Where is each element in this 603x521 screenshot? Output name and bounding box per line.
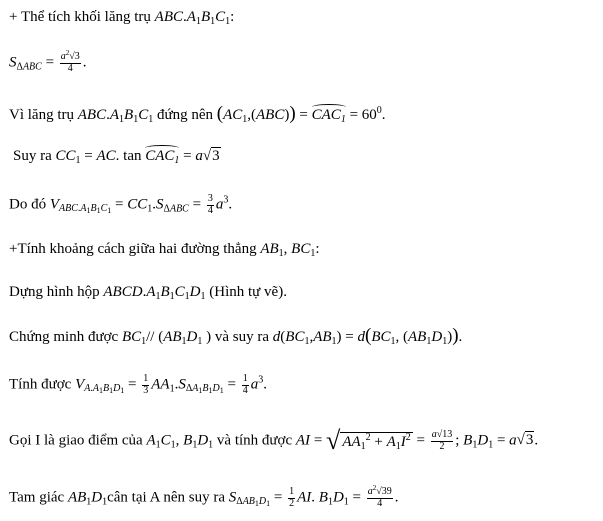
line-base-area: $S_{\Delta ABC}$ = $\frac{a^2√3}{4}$ . <box>9 49 87 74</box>
line-parallel: Chứng minh được $BC_1//$ ($AB_1D_1$ ) và suy ra $d(BC_1,AB_1) = d(BC_1$, $(AB_1D_1)$). <box>9 325 463 347</box>
text-goi-i: Gọi I là giao điểm của <box>9 432 147 449</box>
text-do-do: Do đó <box>9 196 50 213</box>
heading-text: + Thể tích khối lăng trụ <box>9 9 155 25</box>
text-can-tai-a: cân tại A nên suy ra <box>107 489 229 506</box>
line-tetra-volume: Tính được $V_{A.A_1B_1D_1}$ = $\frac{1}{3}$ $AA_1.S_{\Delta A_1B_1D_1}$ = $\frac{1}{4}$ $a^3$. <box>9 373 267 396</box>
line-intersection: Gọi I là giao điểm của $A_1C_1$, $B_1D_1$ và tính được AI = √ $AA_1^2 + A_1I^2$ = $\frac{a√13}{2}$ ; $B_1D_1 = a√3$. <box>9 426 539 455</box>
line-height: Suy ra $CC_1$ = AC. $\tan CAC_1 = a√3$ <box>13 148 220 166</box>
text-dung-hinh-hop: Dựng hình hộp <box>9 284 104 300</box>
text-dung-nen: đứng nên <box>153 107 217 123</box>
line-distance-heading: +Tính khoảng cách giữa hai đường thẳng $AB_1$, $BC_1$: <box>9 241 320 259</box>
line-construct: Dựng hình hộp $ABCD.A_1B_1C_1D_1$ (Hình tự vẽ). <box>9 284 287 302</box>
text-chung-minh: Chứng minh được <box>9 329 122 345</box>
text-hinh-tu-ve: (Hình tự vẽ). <box>205 284 287 300</box>
text-tam-giac: Tam giác <box>9 489 68 506</box>
text-suy-ra: Suy ra <box>13 148 56 164</box>
text-tinh-duoc: Tính được <box>9 376 76 393</box>
text-vi-lang-tru: Vì lăng trụ <box>9 107 78 123</box>
line-volume-heading: + Thể tích khối lăng trụ $ABC.A_1B_1C_1$: <box>9 9 235 27</box>
text-va-tinh-duoc: và tính được <box>213 432 296 449</box>
text-va-suy-ra: và suy ra <box>211 329 273 345</box>
line-volume-result: Do đó $V_{ABC.A_1B_1C_1} = CC_1.S_{\Delta ABC}$ = $\frac{3}{4}$ $a^3$. <box>9 193 233 216</box>
line-triangle-area: Tam giác $AB_1D_1cân$ tại A nên suy ra $S_{\Delta AB_1D_1}$ = $\frac{1}{2}$ AI. $B_1D_1$ = $\frac{a^2√39}{4}$ . <box>9 484 399 509</box>
distance-heading-text: +Tính khoảng cách giữa hai đường thẳng <box>9 241 261 257</box>
line-angle: Vì lăng trụ $ABC.A_1B_1C_1$ đứng nên $(AC_1,(ABC)) = CAC_1 = 60^0$. <box>9 103 386 125</box>
